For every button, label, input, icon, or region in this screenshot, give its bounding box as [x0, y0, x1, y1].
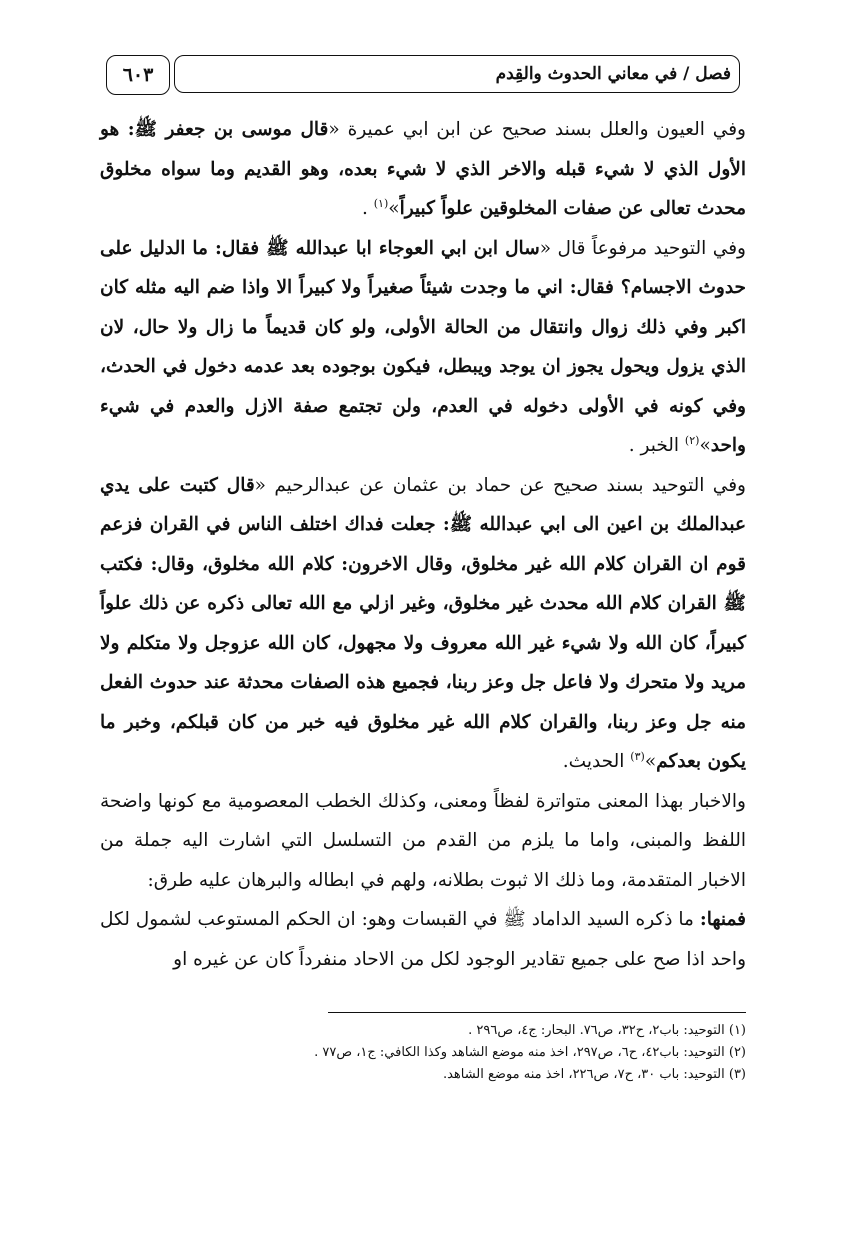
- paragraph-3-tail: الحديث.: [562, 751, 631, 772]
- paragraph-5-lead: فمنها:: [699, 909, 746, 930]
- paragraph-2: [100, 229, 746, 466]
- paragraph-1-intro: وفي العيون والعلل بسند صحيح عن ابن ابي عميرة «: [328, 119, 746, 140]
- paragraph-2-quote: سال ابن ابي العوجاء ابا عبدالله ﷺ فقال: ما الدليل على حدوث الاجسام؟ فقال: اني ما وجدت شيئاً صغيراً ولا كبيراً الا واذا ضم اليه مثله كان اكبر وفي ذلك زوال وانتقال من الحالة الأولى، ولو كان قديماً ما زال ولا حال، لان الذي يزول ويحول يجوز ان يوجد ويبطل، فيكون بوجوده بعد عدمه دخول في الحدث، وفي كونه في الأولى دخوله في العدم، ولن تجتمع صفة الازل والعدم في شيء واحد: [100, 237, 746, 456]
- paragraph-3-quote-close: »: [644, 751, 657, 772]
- paragraph-4: [100, 782, 746, 901]
- paragraph-2-tail: الخبر .: [628, 435, 685, 456]
- page-number: ٦٠٣: [106, 55, 170, 95]
- footnote-ref-2: (٢): [684, 433, 700, 447]
- footnote-1: (١) التوحيد: باب٢، ح٣٢، ص٧٦. البحار: ج٤، ص٢٩٦ .: [468, 1023, 746, 1038]
- paragraph-1-quote-close: »: [388, 198, 400, 219]
- page-header: [106, 55, 742, 99]
- paragraph-4-text: والاخبار بهذا المعنى متواترة لفظاً ومعنى، وكذلك الخطب المعصومية مع كونها واضحة اللفظ والمبنى، واما ما يلزم من القدم من التسلسل التي اشارت اليه جملة من الاخبار المتقدمة، وما ذلك الا ثبوت بطلانه، ولهم في ابطاله والبرهان عليه طرق:: [100, 790, 746, 891]
- footnotes: [100, 1020, 746, 1086]
- footnote-ref-1: (١): [373, 196, 389, 210]
- paragraph-3: [100, 466, 746, 782]
- footnote-3: (٣) التوحيد: باب ٣٠، ح٧، ص٢٢٦، اخذ منه موضع الشاهد.: [442, 1067, 746, 1082]
- footnote-2: (٢) التوحيد: باب٤٢، ح٦، ص٢٩٧، اخذ منه موضع الشاهد وكذا الكافي: ج١، ص٧٧ .: [314, 1045, 746, 1060]
- footnote-divider: [328, 1012, 746, 1013]
- paragraph-1: [100, 110, 746, 229]
- paragraph-5-text: ما ذكره السيد الداماد ﷺ في القبسات وهو: ان الحكم المستوعب لشمول لكل واحد اذا صح على جميع تقادير الوجود لكل من الاحاد منفرداً كان عن غيره او: [100, 909, 746, 970]
- paragraph-1-quote: قال موسى بن جعفر ﷺ: هو الأول الذي لا شيء قبله والاخر الذي لا شيء بعده، وهو القديم وما سواه مخلوق محدث تعالى عن صفات المخلوقين علواً كبيراً: [100, 119, 746, 219]
- paragraph-3-quote: قال كتبت على يدي عبدالملك بن اعين الى ابي عبدالله ﷺ: جعلت فداك اختلف الناس في القران فزعم قوم ان القران كلام الله غير مخلوق، وقال الاخرون: كلام الله مخلوق، وقال: فكتب ﷺ القران كلام الله محدث غير مخلوق، وغير ازلي مع الله تعالى ذكره عن ذلك علواً كبيراً، كان الله ولا شيء غير الله معروف ولا مجهول، كان الله عزوجل ولا متكلم ولا مريد ولا متحرك ولا فاعل جل وعز ربنا، فجميع هذه الصفات محدثة عند حدوث الفعل منه جل وعز ربنا، والقران كلام الله غير مخلوق فيه خبر من كان قبلكم، وخبر ما يكون بعدكم: [100, 474, 746, 772]
- paragraph-2-quote-close: »: [699, 435, 711, 456]
- paragraph-2-intro: وفي التوحيد مرفوعاً قال «: [539, 237, 746, 259]
- footnote-ref-3: (٣): [630, 749, 645, 763]
- paragraph-3-intro: وفي التوحيد بسند صحيح عن حماد بن عثمان عن عبدالرحيم «: [254, 474, 746, 496]
- paragraph-1-tail: .: [361, 198, 374, 219]
- main-text: [100, 110, 746, 979]
- paragraph-5: [100, 900, 746, 979]
- running-title: فصل / في معاني الحدوث والقِدم: [174, 55, 740, 93]
